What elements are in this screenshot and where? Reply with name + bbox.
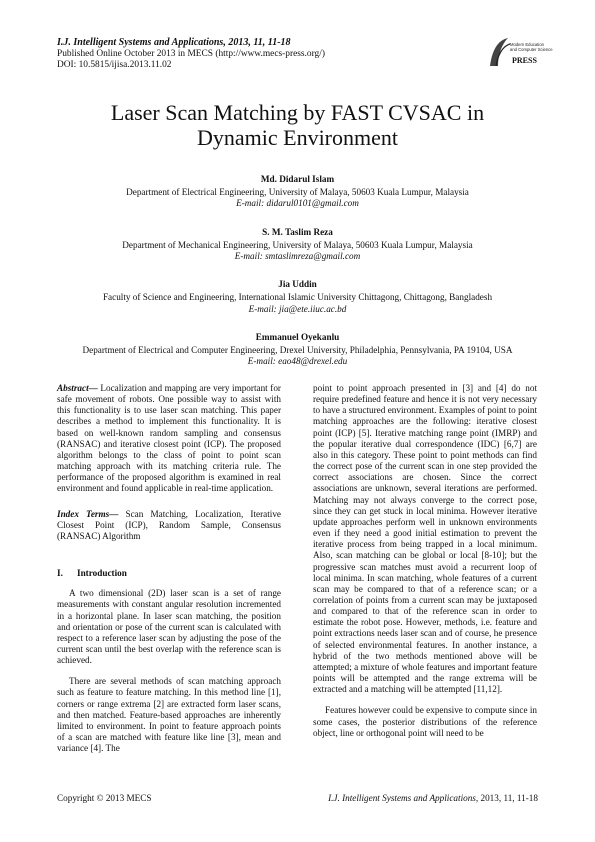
publisher-logo-graphic	[486, 36, 553, 70]
author-block	[40, 279, 555, 315]
author-block	[40, 332, 555, 368]
abstract	[57, 383, 281, 495]
footer-journal-name: I.J. Intelligent Systems and Applications,	[328, 793, 479, 803]
author-affiliation: Department of Electrical and Computer Engineering, Drexel University, Philadelphia, Pennsylvania, PA 19104, USA	[82, 345, 513, 356]
paragraph: A two dimensional (2D) laser scan is a set of range measurements with constant angular resolution incremented in a horizontal plane. In laser scan matching, the position and orientation or pose of the current scan is calculated with respect to a reference laser scan by adjusting the pose of the current scan until the best overlap with the reference scan is achieved.	[57, 588, 281, 666]
section-number: I.	[57, 568, 63, 579]
author-affiliation: Department of Electrical Engineering, University of Malaya, 50603 Kuala Lumpur, Malaysia	[126, 187, 469, 198]
publisher-logo	[486, 36, 553, 70]
index-terms-text: Scan Matching, Localization, Iterative Closest Point (ICP), Random Sample, Consensus (RANSAC) Algorithm	[57, 508, 281, 541]
title-line-2: Dynamic Environment	[196, 125, 398, 150]
index-terms-label: Index Terms—	[57, 508, 119, 519]
author-block	[40, 227, 555, 263]
journal-header	[57, 37, 325, 72]
svg-text:and Computer Science: and Computer Science	[510, 47, 553, 52]
author-affiliation: Faculty of Science and Engineering, International Islamic University Chittagong, Chittagong, Bangladesh	[102, 292, 493, 303]
abstract-label: Abstract—	[57, 383, 98, 393]
footer-copyright: Copyright © 2013 MECS	[57, 793, 152, 803]
doi-line: DOI: 10.5815/ijisa.2013.11.02	[57, 60, 172, 71]
svg-text:Modern Education: Modern Education	[510, 42, 544, 47]
author-email: E-mail: didarul0101@gmail.com	[236, 198, 359, 209]
published-line: Published Online October 2013 in MECS (http://www.mecs-press.org/)	[57, 49, 325, 60]
section-heading	[57, 568, 281, 579]
author-name: Jia Uddin	[278, 279, 317, 290]
author-name: S. M. Taslim Reza	[262, 226, 333, 237]
paragraph: There are several methods of scan matching approach such as feature to feature matching. In this method line [1], corners or range extrema [2] are extracted form laser scans, and then matched. Feature-based approaches are inherently limited to environment. In point to feature approach points of a scan are matched with feature like line [3], mean and variance [4]. The	[57, 676, 281, 754]
svg-text:PRESS: PRESS	[512, 56, 537, 65]
author-name: Emmanuel Oyekanlu	[255, 331, 340, 342]
journal-issue: 2013, 11, 11-18	[225, 37, 291, 48]
author-email: E-mail: smtaslimreza@gmail.com	[234, 251, 361, 262]
paragraph: Features however could be expensive to compute since in some cases, the posterior distributions of the reference object, line or orthogonal point will need to be	[313, 705, 537, 738]
paper-title	[40, 100, 555, 150]
author-name: Md. Didarul Islam	[260, 174, 335, 184]
author-email: E-mail: jia@ete.iiuc.ac.bd	[248, 303, 347, 314]
left-column	[57, 383, 281, 764]
paragraph: point to point approach presented in [3] and [4] do not require predefined feature and hence it is not very necessary to have a structured environment. Examples of point to point matching approaches are the following: iterative closest point (ICP) [5]. Iterative matching range point (IMRP) and the popular iterative dual correspondence (IDC) [6,7] are also in this category. These point to point methods can find the correct pose of the current scan in one step provided the correct associations are chosen. Since the correct associations are unknown, several iterations are performed. Matching may not always converge to the correct pose, since they can get stuck in local minima. However iterative update approaches perform well in unknown environments even if they need a good initial estimation to prevent the iterative process from being trapped in a local minimum. Also, scan matching can be global or local [8-10]; but the progressive scan matches must avoid a recurrent loop of local minima. In scan matching, whole features of a current scan may be compared to that of a reference scan; or a correlation of points from a current scan may be juxtaposed and compared to that of the reference scan in order to estimate the robot pose. However, methods, i.e. feature and point extractions needs laser scan and of course, he presence of selected environmental features. In another instance, a hybrid of the two methods mentioned above will be attempted; a mixture of whole features and important feature points will be attempted and the range extrema will be extracted and a matching will be attempted [11,12].	[313, 383, 537, 695]
title-line-1: Laser Scan Matching by FAST CVSAC in	[110, 100, 485, 125]
journal-name: I.J. Intelligent Systems and Applications,	[57, 37, 226, 48]
author-email: E-mail: eao48@drexel.edu	[247, 356, 348, 367]
right-column	[313, 383, 537, 749]
author-list	[40, 174, 555, 384]
index-terms	[57, 509, 281, 542]
abstract-text: Localization and mapping are very important for safe movement of robots. One possible way to assist with this functionality is to use laser scan matching. This paper describes a method to implement this functionality. It is based on well-known random sampling and consensus (RANSAC) and iterative closest point (ICP). The proposed algorithm belongs to the class of point to point scan matching approach with its matching criteria rule. The performance of the proposed algorithm is examined in real environment and found applicable in real-time application.	[57, 383, 281, 494]
author-affiliation: Department of Mechanical Engineering, University of Malaya, 50603 Kuala Lumpur, Malaysia	[122, 239, 473, 250]
author-block	[40, 174, 555, 210]
footer-journal	[328, 793, 538, 803]
footer-issue: 2013, 11, 11-18	[478, 793, 538, 803]
section-title: Introduction	[77, 568, 127, 579]
